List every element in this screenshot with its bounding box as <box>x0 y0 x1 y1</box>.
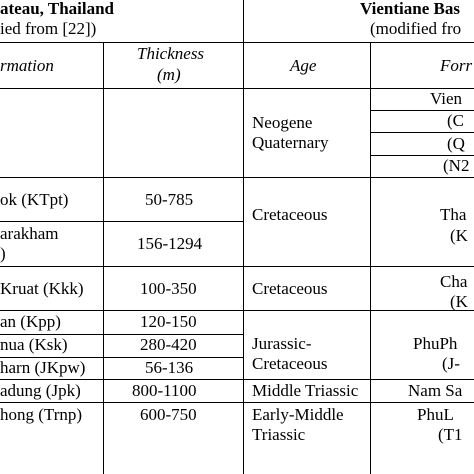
rule-row-7 <box>0 379 474 380</box>
right-formation-namsa: Nam Sa <box>408 381 463 400</box>
rule-row-4 <box>0 310 474 311</box>
rule-header-bottom <box>0 88 474 89</box>
left-row-2-thickness: 156-1294 <box>137 234 203 253</box>
left-row-4-formation: an (Kpp) <box>0 312 61 331</box>
right-formation-3: (Q <box>447 134 465 153</box>
right-formation-4: (N2 <box>443 156 470 175</box>
right-formation-1: Vien <box>430 89 463 108</box>
left-row-6-formation: harn (JKpw) <box>0 358 86 377</box>
right-table-source: (modified fro <box>370 19 462 38</box>
left-row-2-formation-line1: arakham <box>0 224 59 243</box>
left-table-title: ateau, Thailand <box>0 0 115 18</box>
age-jurassic-cretaceous: Cretaceous <box>252 354 328 373</box>
rule-row-1 <box>0 177 474 178</box>
rule-left-row-2 <box>0 221 243 222</box>
right-formation-cha: Cha <box>440 272 468 291</box>
left-row-8-formation: hong (Trnp) <box>0 405 83 424</box>
rule-col-center <box>243 0 244 474</box>
rule-row-3 <box>0 266 474 267</box>
left-row-2-formation-line2: ) <box>0 244 6 263</box>
age-early-middle: Early-Middle <box>252 405 344 424</box>
right-formation-phuph-code: (J- <box>442 354 460 373</box>
header-age: Age <box>290 56 317 75</box>
left-row-1-thickness: 50-785 <box>145 190 194 209</box>
header-thickness: Thickness <box>137 44 205 63</box>
right-formation-cha-code: (K <box>450 292 468 311</box>
age-jurassic: Jurassic- <box>252 334 312 353</box>
right-table-title: Vientiane Bas <box>360 0 460 18</box>
header-thickness-unit: (m) <box>157 65 181 84</box>
left-row-7-thickness: 800-1100 <box>132 381 197 400</box>
left-row-5-formation: nua (Ksk) <box>0 335 68 354</box>
rule-col-left-formation <box>103 42 104 474</box>
header-formation-left: rmation <box>0 56 54 75</box>
left-row-3-thickness: 100-350 <box>140 279 197 298</box>
left-row-1-formation: ok (KTpt) <box>0 190 69 209</box>
rule-header-top <box>0 42 474 43</box>
age-triassic: Triassic <box>252 425 306 444</box>
rule-row-8 <box>0 402 474 403</box>
left-row-6-thickness: 56-136 <box>145 358 194 377</box>
age-quaternary: Quaternary <box>252 133 329 152</box>
left-row-5-thickness: 280-420 <box>140 335 197 354</box>
right-formation-phul-code: (T1 <box>438 425 463 444</box>
right-formation-phuph: PhuPh <box>413 334 458 353</box>
right-formation-tha: Tha <box>440 205 467 224</box>
right-formation-2: (C <box>447 111 464 130</box>
header-formation-right: Forr <box>440 56 473 75</box>
left-row-8-thickness: 600-750 <box>140 405 197 424</box>
left-row-4-thickness: 120-150 <box>140 312 197 331</box>
age-middle-triassic: Middle Triassic <box>252 381 359 400</box>
age-cretaceous-1: Cretaceous <box>252 205 328 224</box>
left-row-3-formation: Kruat (Kkk) <box>0 279 84 298</box>
left-table-source: ied from [22]) <box>0 19 97 38</box>
right-formation-phul: PhuL <box>417 405 454 424</box>
rule-col-right-age <box>370 42 371 474</box>
left-row-7-formation: adung (Jpk) <box>0 381 81 400</box>
age-neogene: Neogene <box>252 113 313 132</box>
age-cretaceous-2: Cretaceous <box>252 279 328 298</box>
rule-right-sub2 <box>370 132 474 133</box>
right-formation-tha-code: (K <box>450 226 468 245</box>
